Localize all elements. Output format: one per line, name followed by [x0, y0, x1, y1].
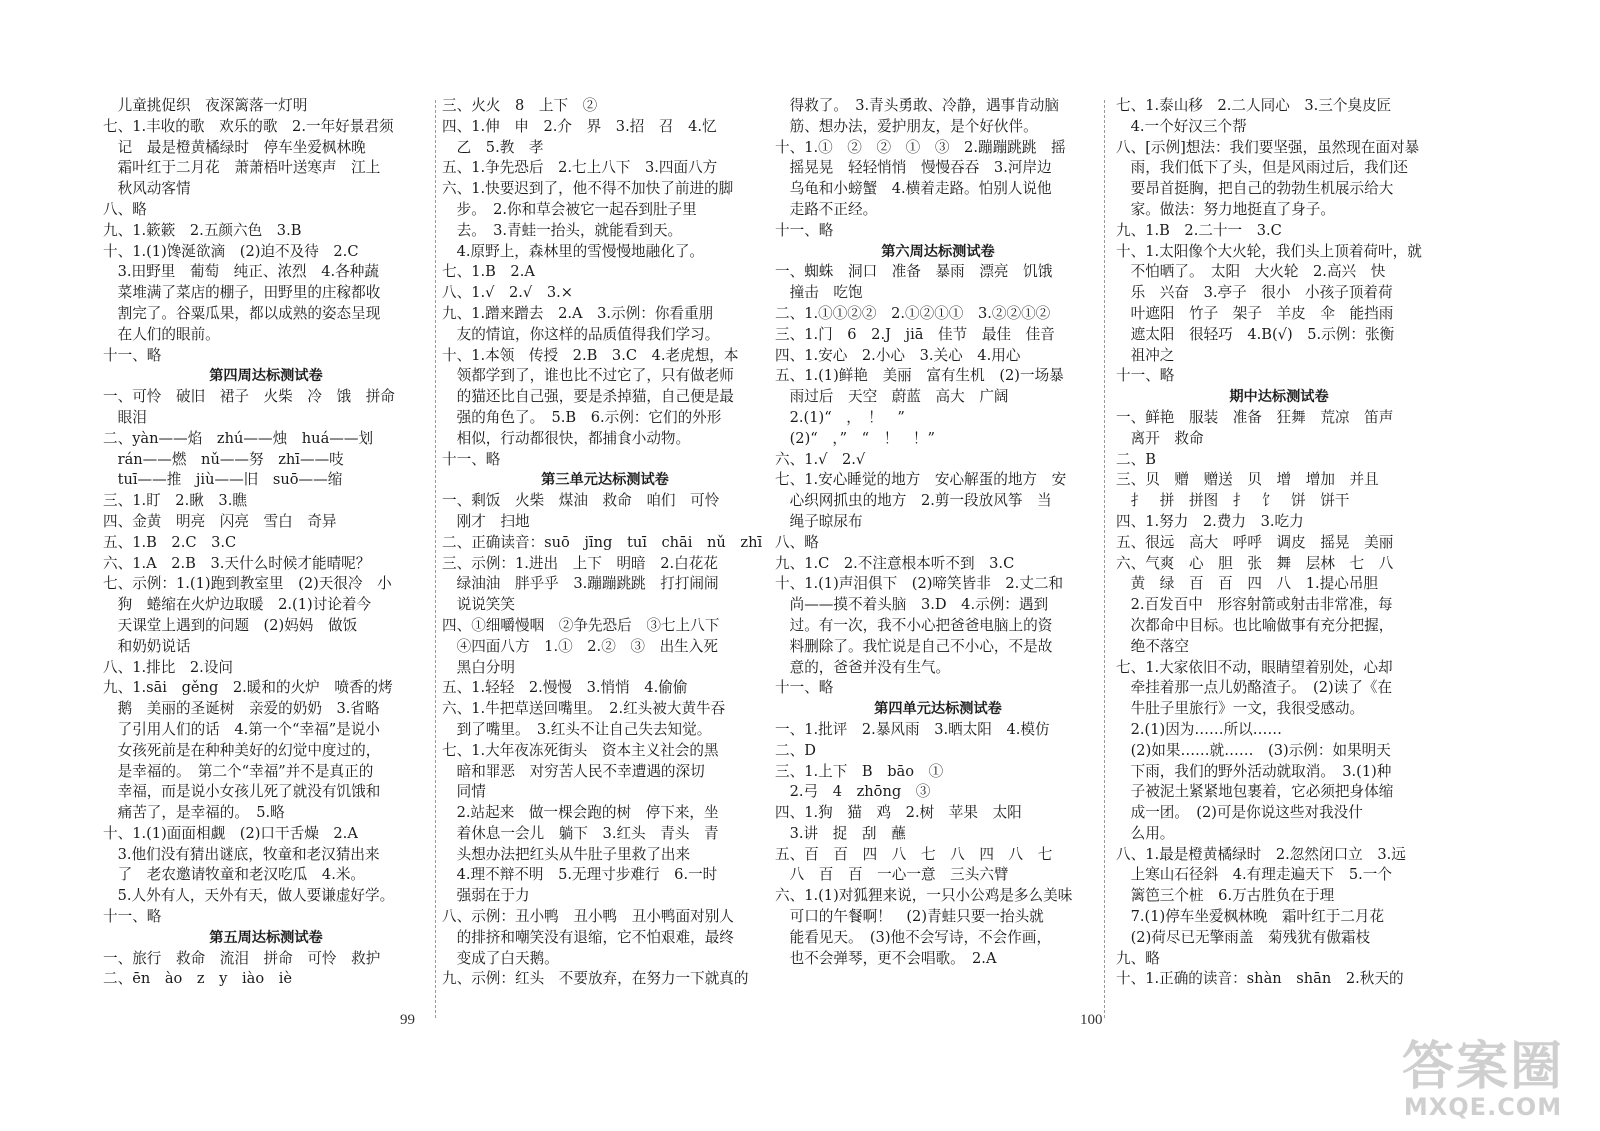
answer-line: 狗 蜷缩在火炉边取暖 2.(1)讨论着今 [103, 596, 372, 614]
answer-line: 说说笑笑 [442, 596, 515, 614]
answer-line: 割完了。谷粟瓜果，都以成熟的姿态呈现 [103, 304, 381, 322]
answer-line: 十、1.正确的读音：shàn shān 2.秋天的 [1116, 970, 1404, 988]
answer-line: 九、1.sāi gěng 2.暖和的火炉 喷香的烤 [103, 679, 393, 697]
answer-line: 天课堂上遇到的问题 (2)妈妈 做饭 [103, 616, 358, 634]
page-divider-right [1104, 100, 1105, 1018]
answer-line: 女孩死前是在种种美好的幻觉中度过的， [103, 741, 381, 759]
answer-line: 7.(1)停车坐爱枫林晚 霜叶红于二月花 [1116, 908, 1385, 926]
answer-line: 三、1.上下 B bāo ① [775, 762, 944, 780]
answer-line: 相似，行动都很快，都捕食小动物。 [442, 429, 691, 447]
answer-line: 得救了。 3.青头勇敢、冷静，遇事肯动脑 [775, 97, 1059, 114]
answer-line: 叶遮阳 竹子 架子 羊皮 伞 能挡雨 [1116, 304, 1394, 322]
answer-line: 九、1.簌簌 2.五颜六色 3.B [103, 221, 302, 239]
answer-line: 痛苦了，是幸福的。 5.略 [103, 804, 285, 822]
answer-line: 三、贝 赠 赠送 贝 增 增加 并且 [1116, 471, 1379, 489]
answer-line: 3.田野里 葡萄 纯正、浓烈 4.各种蔬 [103, 263, 379, 281]
answer-line: 也不会弹琴，更不会唱歌。 2.A [775, 949, 997, 967]
answer-line: 二、B [1116, 450, 1156, 468]
answer-line: 雨，我们低下了头，但是风雨过后，我们还 [1116, 159, 1408, 177]
answer-line: 五、很远 高大 呼呼 调皮 摇晃 美丽 [1116, 533, 1394, 551]
answer-line: 四、1.努力 2.费力 3.吃力 [1116, 512, 1304, 530]
answer-line: 强的角色了。 5.B 6.示例：它们的外形 [442, 408, 722, 426]
section-heading: 第四单元达标测试卷 [874, 701, 1002, 718]
watermark-url: MXQE.COM [1403, 1093, 1563, 1121]
section-heading: 期中达标测试卷 [1229, 389, 1329, 406]
answer-line: 的排挤和嘲笑没有退缩，它不怕艰难，最终 [442, 928, 734, 946]
answer-line: 成一团。 (2)可是你说这些对我没什 [1116, 804, 1363, 822]
answer-line: 六、气爽 心 胆 张 舞 层林 七 八 [1116, 554, 1394, 572]
answer-line: 强弱在于力 [442, 887, 530, 905]
answer-column-4 [1116, 96, 1442, 990]
answer-line: 乐 兴奋 3.亭子 很小 小孩子顶着荷 [1116, 284, 1393, 302]
answer-line: 八、略 [103, 200, 147, 218]
answer-line: 鹅 美丽的圣诞树 亲爱的奶奶 3.省略 [103, 700, 380, 718]
answer-line: 撞击 吃饱 [775, 284, 863, 302]
answer-line: 十、1.(1)面面相觑 (2)口干舌燥 2.A [103, 824, 358, 842]
answer-line: 不怕晒了。 太阳 大火轮 2.高兴 快 [1116, 263, 1386, 281]
answer-line: 篱笆三个桩 6.万古胜负在于理 [1116, 887, 1335, 905]
answer-line: 要昂首挺胸，把自己的勃勃生机展示给大 [1116, 180, 1394, 198]
watermark-text: 答案圈 [1401, 1037, 1564, 1097]
answer-line: 六、1.A 2.B 3.天什么时候才能晴呢？ [103, 554, 371, 572]
answer-line: 十、1.太阳像个大火轮，我们头上顶着荷叶，就 [1116, 242, 1422, 260]
answer-line: tuī——推 jiù——旧 suō——缩 [103, 471, 343, 489]
answer-line: 八、示例：丑小鸭 丑小鸭 丑小鸭面对别人 [442, 908, 734, 926]
answer-line: 友的情谊，你这样的品质值得我们学习。 [442, 325, 720, 343]
answer-line: 走路不正经。 [775, 200, 878, 218]
answer-line: 雨过后 天空 蔚蓝 高大 广阔 [775, 388, 1009, 406]
answer-line: 九、1.C 2.不注意根本听不到 3.C [775, 554, 1015, 572]
answer-line: 2.(1)因为……所以…… [1116, 720, 1282, 738]
answer-line: 六、1.√ 2.√ [775, 450, 866, 468]
answer-line: 筋、想办法，爱护朋友，是个好伙伴。 [775, 117, 1038, 135]
answer-line: 黄 绿 百 百 四 八 1.提心吊胆 [1116, 575, 1379, 593]
answer-column-2 [442, 96, 768, 990]
answer-line: 上寒山石径斜 4.有理走遍天下 5.一个 [1116, 866, 1392, 884]
answer-line: 4.一个好汉三个帮 [1116, 117, 1247, 135]
answer-line: 牵挂着那一点儿奶酪渣子。 (2)读了《在 [1116, 679, 1393, 697]
answer-line: 乙 5.教 孝 [442, 138, 544, 156]
answer-line: 幸福，而是说小女孩儿死了就没有饥饿和 [103, 783, 381, 801]
answer-line: 十一、略 [103, 346, 162, 364]
answer-line: 乌龟和小螃蟹 4.横着走路。怕别人说他 [775, 180, 1052, 198]
section-heading: 第四周达标测试卷 [209, 368, 323, 385]
answer-line: 九、略 [1116, 949, 1160, 967]
answer-line: 了 老农邀请牧童和老汉吃瓜 4.米。 [103, 866, 366, 884]
answer-line: 3.他们没有猜出谜底，牧童和老汉猜出来 [103, 845, 380, 863]
answer-line: 二、正确读音：suō jīng tuī chāi nǔ zhī [442, 533, 763, 551]
answer-line: 离开 救命 [1116, 429, 1204, 447]
answer-line: 八、1.√ 2.√ 3.× [442, 284, 573, 302]
answer-line: 意的，爸爸并没有生气。 [775, 658, 951, 676]
answer-line: 和奶奶说话 [103, 637, 191, 655]
answer-line: 步。 2.你和草会被它一起吞到肚子里 [442, 200, 697, 218]
answer-line: 遮太阳 很轻巧 4.B(√) 5.示例：张衡 [1116, 325, 1395, 343]
answer-line: 七、示例：1.(1)跑到教室里 (2)天很冷 小 [103, 575, 392, 593]
answer-line: 次都命中目标。也比喻做事有充分把握， [1116, 616, 1394, 634]
answer-line: 可口的午餐啊！ (2)青蛙只要一抬头就 [775, 908, 1044, 926]
answer-line: 4.理不辩不明 5.无理寸步难行 6.一时 [442, 866, 718, 884]
answer-line: 四、1.狗 猫 鸡 2.树 苹果 太阳 [775, 804, 1022, 822]
answer-line: 五、1.争先恐后 2.七上八下 3.四面八方 [442, 159, 718, 177]
answer-line: 一、旅行 救命 流泪 拼命 可怜 救护 [103, 949, 381, 967]
answer-line: 了引用人们的话 4.第一个“幸福”是说小 [103, 720, 380, 738]
answer-line: 三、1.盯 2.瞅 3.瞧 [103, 492, 247, 510]
answer-column-1 [103, 96, 429, 990]
answer-line: 八 百 百 一心一意 三头六臂 [775, 866, 1009, 884]
section-heading: 第三单元达标测试卷 [541, 472, 669, 489]
answer-line: 摇晃晃 轻轻悄悄 慢慢吞吞 3.河岸边 [775, 159, 1052, 177]
page-divider-left [435, 100, 436, 1018]
answer-line: 菜堆满了菜店的棚子，田野里的庄稼都收 [103, 284, 381, 302]
answer-line: 刚才 扫地 [442, 512, 530, 530]
answer-line: 三、1.门 6 2.J jiā 佳节 最佳 佳音 [775, 325, 1055, 343]
answer-line: 七、1.大年夜冻死街头 资本主义社会的黑 [442, 741, 719, 759]
answer-line: 祖冲之 [1116, 346, 1175, 364]
answer-line: 十一、略 [1116, 367, 1175, 385]
watermark-logo [1401, 1037, 1564, 1121]
answer-line: (2)荷尽已无擎雨盖 菊残犹有傲霜枝 [1116, 928, 1371, 946]
answer-line: 三、示例：1.进出 上下 明暗 2.白花花 [442, 554, 718, 572]
answer-line: 扌 拼 拼图 扌 饣 饼 饼干 [1116, 492, 1350, 510]
answer-line: 儿童挑促织 夜深篱落一灯明 [103, 97, 308, 114]
answer-line: 十一、略 [775, 679, 834, 697]
answer-line: 3.讲 捉 刮 蘸 [775, 824, 906, 842]
section-heading: 第五周达标测试卷 [209, 929, 323, 946]
answer-line: 六、1.(1)对狐狸来说，一只小公鸡是多么美味 [775, 887, 1073, 905]
answer-line: 秋风动客情 [103, 180, 191, 198]
answer-line: 八、1.排比 2.设问 [103, 658, 234, 676]
answer-line: 二、1.①①②② 2.①②①① 3.②②①② [775, 304, 1051, 322]
answer-line: 绳子晾尿布 [775, 512, 863, 530]
answer-line: 九、示例：红头 不要放弃，在努力一下就真的 [442, 970, 749, 988]
answer-line: 八、[示例]想法：我们要坚强，虽然现在面对暴 [1116, 138, 1420, 156]
answer-line: rán——燃 nǔ——努 zhī——吱 [103, 450, 344, 468]
answer-line: 的猫还比自己强，要是杀掉猫，自己便是最 [442, 388, 734, 406]
answer-line: 六、1.牛把草送回嘴里。 2.红头被大黄牛吞 [442, 700, 726, 718]
answer-column-3 [775, 96, 1101, 969]
answer-line: 五、百 百 四 八 七 八 四 八 七 [775, 845, 1053, 863]
answer-line: 同情 [442, 783, 486, 801]
answer-line: 七、1.泰山移 2.二人同心 3.三个臭皮匠 [1116, 97, 1392, 114]
answer-line: 五、1.B 2.C 3.C [103, 533, 237, 551]
answer-line: 二、D [775, 741, 816, 759]
answer-line: 七、1.B 2.A [442, 263, 535, 281]
page-number-left: 99 [400, 1012, 415, 1028]
answer-line: 四、①细嚼慢咽 ②争先恐后 ③七上八下 [442, 616, 720, 634]
section-heading: 第六周达标测试卷 [881, 243, 995, 260]
answer-line: 绿油油 胖乎乎 3.蹦蹦跳跳 打打闹闹 [442, 575, 719, 593]
answer-line: 七、1.安心睡觉的地方 安心解蛋的地方 安 [775, 471, 1067, 489]
answer-line: 领都学到了，谁也比不过它了，只有做老师 [442, 367, 734, 385]
answer-line: 三、火火 8 上下 ② [442, 97, 598, 114]
answer-line: 去。 3.青蛙一抬头，就能看到天。 [442, 221, 683, 239]
answer-line: 八、1.最是橙黄橘绿时 2.忽然闭口立 3.远 [1116, 845, 1406, 863]
answer-line: 二、ēn ào z y iào iè [103, 970, 293, 988]
answer-line: 十一、略 [775, 221, 834, 239]
answer-line: 么用。 [1116, 824, 1175, 842]
answer-line: 十、1.(1)声泪俱下 (2)啼笑皆非 2.丈二和 [775, 575, 1064, 593]
answer-line: 下雨，我们的野外活动就取消。 3.(1)种 [1116, 762, 1392, 780]
answer-line: 是幸福的。 第二个“幸福”并不是真正的 [103, 762, 374, 780]
answer-line: 九、1.B 2.二十一 3.C [1116, 221, 1282, 239]
answer-line: 九、1.蹭来蹭去 2.A 3.示例：你看重朋 [442, 304, 714, 322]
answer-line: 着休息一会儿 躺下 3.红头 青头 青 [442, 824, 719, 842]
answer-line: 变成了白天鹅。 [442, 949, 559, 967]
answer-line: 暗和罪恶 对穷苦人民不幸遭遇的深切 [442, 762, 705, 780]
answer-line: 头想办法把红头从牛肚子里救了出来 [442, 845, 691, 863]
answer-line: (2)如果……就…… (3)示例：如果明天 [1116, 741, 1391, 759]
answer-line: 十、1.(1)馋涎欲滴 (2)迫不及待 2.C [103, 242, 359, 260]
answer-line: 十一、略 [103, 908, 162, 926]
answer-line: 二、yàn——焰 zhú——烛 huá——划 [103, 429, 374, 447]
answer-line: 四、1.伸 申 2.介 界 3.招 召 4.忆 [442, 117, 717, 135]
answer-line: 七、1.大家依旧不动，眼睛望着别处，心却 [1116, 658, 1393, 676]
answer-line: 在人们的眼前。 [103, 325, 220, 343]
answer-line: ④四面八方 1.① 2.② ③ 出生入死 [442, 637, 718, 655]
answer-line: 十、1.本领 传授 2.B 3.C 4.老虎想，本 [442, 346, 739, 364]
answer-line: 十一、略 [442, 450, 501, 468]
answer-line: 七、1.丰收的歌 欢乐的歌 2.一年好景君须 [103, 117, 394, 135]
answer-line: 子被泥土紧紧地包裹着，它必须把身体缩 [1116, 783, 1394, 801]
answer-line: 4.原野上，森林里的雪慢慢地融化了。 [442, 242, 705, 260]
answer-line: 一、1.批评 2.暴风雨 3.晒太阳 4.模仿 [775, 720, 1050, 738]
answer-line: 一、鲜艳 服装 准备 狂舞 荒凉 笛声 [1116, 408, 1394, 426]
answer-line: 黑白分明 [442, 658, 515, 676]
answer-line: 十、1.① ② ② ① ③ 2.蹦蹦跳跳 摇 [775, 138, 1066, 156]
answer-line: 2.弓 4 zhōng ③ [775, 783, 931, 801]
answer-line: 2.(1)“ ， ！ ” [775, 408, 905, 426]
answer-line: 心织网抓虫的地方 2.剪一段放风筝 当 [775, 492, 1052, 510]
answer-line: 霜叶红于二月花 萧萧梧叶送寒声 江上 [103, 159, 381, 177]
answer-line: 五、1.(1)鲜艳 美丽 富有生机 (2)一场暴 [775, 367, 1064, 385]
answer-line: 5.人外有人，天外有天，做人要谦虚好学。 [103, 887, 395, 905]
page-number-right: 100 [1080, 1012, 1103, 1028]
answer-line: 家。做法：努力地挺直了身子。 [1116, 200, 1335, 218]
answer-line: 过。有一次，我不小心把爸爸电脑上的资 [775, 616, 1053, 634]
answer-line: (2)“ ，” “ ！ ！” [775, 429, 935, 447]
answer-line: 尚——摸不着头脑 3.D 4.示例：遇到 [775, 596, 1049, 614]
answer-line: 一、蜘蛛 洞口 准备 暴雨 漂亮 饥饿 [775, 263, 1053, 281]
answer-line: 2.站起来 做一棵会跑的树 停下来，坐 [442, 804, 719, 822]
answer-line: 眼泪 [103, 408, 147, 426]
answer-line: 一、剩饭 火柴 煤油 救命 咱们 可怜 [442, 492, 720, 510]
answer-line: 到了嘴里。 3.红头不让自己失去知觉。 [442, 720, 712, 738]
answer-line: 2.百发百中 形容射箭或射击非常准，每 [1116, 596, 1393, 614]
answer-line: 记 最是橙黄橘绿时 停车坐爱枫林晚 [103, 138, 366, 156]
answer-line: 能看见天。 (3)他不会写诗，不会作画， [775, 928, 1052, 946]
answer-line: 料删除了。我忙说是自己不小心，不是故 [775, 637, 1053, 655]
answer-line: 六、1.快要迟到了，他不得不加快了前进的脚 [442, 180, 734, 198]
answer-line: 五、1.轻轻 2.慢慢 3.悄悄 4.偷偷 [442, 679, 688, 697]
answer-line: 绝不落空 [1116, 637, 1189, 655]
answer-line: 八、略 [775, 533, 819, 551]
answer-line: 一、可怜 破旧 裙子 火柴 冷 饿 拼命 [103, 388, 395, 406]
answer-line: 四、1.安心 2.小心 3.关心 4.用心 [775, 346, 1021, 364]
answer-line: 牛肚子里旅行》一文，我很受感动。 [1116, 700, 1365, 718]
answer-line: 四、金黄 明亮 闪亮 雪白 奇异 [103, 512, 337, 530]
